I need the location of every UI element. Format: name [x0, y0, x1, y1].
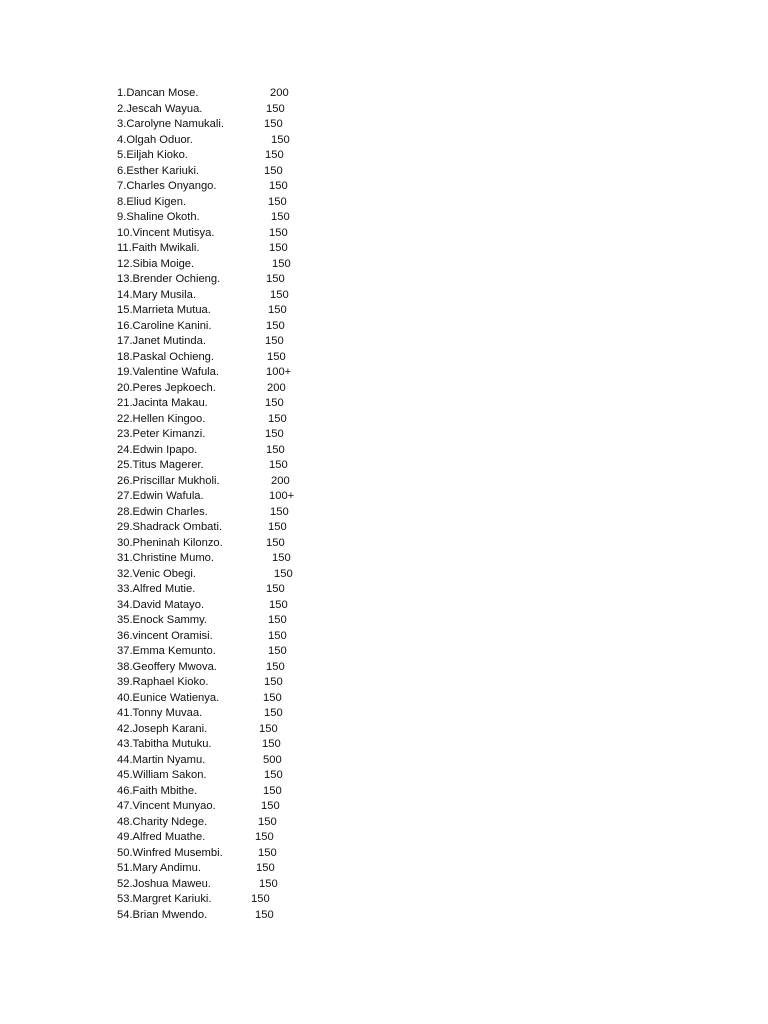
contribution-amount: 150	[268, 412, 287, 425]
contributor-name: 54.Brian Mwendo.	[117, 908, 208, 921]
contribution-amount: 150	[265, 397, 284, 409]
contribution-amount: 200	[267, 381, 286, 394]
contributor-name: 25.Titus Magerer.	[117, 459, 204, 471]
contributor-name: 17.Janet Mutinda.	[117, 335, 206, 347]
contributor-name: 38.Geoffery Mwova.	[117, 660, 217, 673]
contributor-name: 35.Enock Sammy.	[117, 614, 207, 626]
list-item	[117, 210, 417, 226]
list-item	[117, 861, 417, 877]
list-item	[117, 722, 417, 738]
list-item	[117, 768, 417, 784]
list-item	[117, 117, 417, 133]
contribution-amount: 150	[266, 273, 285, 285]
list-item	[117, 753, 417, 769]
contribution-amount: 150	[265, 335, 284, 347]
contributor-name: 45.William Sakon.	[117, 769, 207, 781]
contributor-name: 12.Sibia Moige.	[117, 257, 195, 270]
contribution-amount: 150	[264, 707, 283, 719]
contribution-amount: 150	[264, 118, 283, 130]
contributor-name: 8.Eliud Kigen.	[117, 195, 187, 208]
contribution-amount: 150	[266, 319, 285, 332]
list-item	[117, 629, 417, 645]
contribution-amount: 150	[266, 443, 285, 456]
list-item	[117, 892, 417, 908]
contributor-name: 51.Mary Andimu.	[117, 862, 201, 874]
list-item	[117, 551, 417, 567]
contribution-amount: 150	[268, 614, 287, 626]
list-item	[117, 877, 417, 893]
list-item	[117, 303, 417, 319]
contributor-name: 52.Joshua Maweu.	[117, 877, 211, 890]
list-item	[117, 598, 417, 614]
list-item	[117, 241, 417, 257]
list-item	[117, 179, 417, 195]
contributor-name: 48.Charity Ndege.	[117, 815, 208, 828]
list-item	[117, 691, 417, 707]
contributor-name: 2.Jescah Wayua.	[117, 102, 203, 115]
contribution-amount: 150	[266, 583, 285, 595]
contributor-name: 37.Emma Kemunto.	[117, 645, 216, 657]
contribution-amount: 150	[263, 691, 282, 704]
contribution-amount: 150	[255, 908, 274, 921]
list-item	[117, 582, 417, 598]
contributor-name: 18.Paskal Ochieng.	[117, 350, 215, 363]
contributor-name: 1.Dancan Mose.	[117, 87, 199, 99]
contribution-amount: 150	[265, 428, 284, 440]
contribution-amount: 150	[272, 552, 291, 564]
contribution-amount: 500	[263, 753, 282, 766]
list-item	[117, 660, 417, 676]
list-item	[117, 396, 417, 412]
contribution-amount: 150	[269, 459, 288, 471]
contribution-amount: 100+	[269, 490, 295, 502]
contribution-amount: 150	[268, 645, 287, 657]
contribution-amount: 150	[269, 226, 288, 239]
list-item	[117, 567, 417, 583]
contributor-name: 34.David Matayo.	[117, 598, 205, 611]
contribution-amount: 150	[264, 769, 283, 781]
list-item	[117, 257, 417, 273]
contribution-amount: 150	[266, 536, 285, 549]
contribution-amount: 200	[270, 87, 289, 99]
contributor-name: 7.Charles Onyango.	[117, 180, 217, 192]
contributor-name: 19.Valentine Wafula.	[117, 366, 219, 378]
contribution-amount: 150	[271, 211, 290, 223]
list-item	[117, 334, 417, 350]
contribution-amount: 150	[258, 846, 277, 859]
contributor-name: 4.Olgah Oduor.	[117, 133, 193, 146]
contributor-name: 21.Jacinta Makau.	[117, 397, 208, 409]
contributor-name: 24.Edwin Ipapo.	[117, 443, 198, 456]
list-item	[117, 489, 417, 505]
contribution-amount: 150	[268, 521, 287, 533]
list-item	[117, 644, 417, 660]
list-item	[117, 86, 417, 102]
contribution-amount: 150	[258, 815, 277, 828]
contribution-amount: 150	[256, 862, 275, 874]
contribution-amount: 150	[269, 598, 288, 611]
contributor-name: 14.Mary Musila.	[117, 288, 196, 301]
contribution-amount: 100+	[266, 366, 292, 378]
contributor-name: 39.Raphael Kioko.	[117, 676, 209, 688]
contributor-name: 15.Marrieta Mutua.	[117, 304, 211, 316]
contributor-name: 3.Carolyne Namukali.	[117, 118, 224, 130]
contribution-amount: 150	[271, 133, 290, 146]
contribution-amount: 150	[269, 180, 288, 192]
contributor-name: 28.Edwin Charles.	[117, 505, 208, 518]
contributor-name: 16.Caroline Kanini.	[117, 319, 212, 332]
list-item	[117, 784, 417, 800]
contributor-name: 42.Joseph Karani.	[117, 722, 208, 735]
contribution-amount: 150	[270, 288, 289, 301]
contributor-name: 46.Faith Mbithe.	[117, 784, 198, 797]
contributor-name: 9.Shaline Okoth.	[117, 211, 200, 223]
contributor-name: 26.Priscillar Mukholi.	[117, 474, 220, 487]
contributor-name: 22.Hellen Kingoo.	[117, 412, 206, 425]
contributor-name: 32.Venic Obegi.	[117, 567, 196, 580]
contributor-name: 50.Winfred Musembi.	[117, 846, 223, 859]
list-item	[117, 675, 417, 691]
list-item	[117, 737, 417, 753]
contributor-name: 43.Tabitha Mutuku.	[117, 738, 212, 750]
list-item	[117, 319, 417, 335]
list-item	[117, 799, 417, 815]
contribution-amount: 150	[264, 164, 283, 177]
list-item	[117, 846, 417, 862]
list-item	[117, 815, 417, 831]
contributor-name: 33.Alfred Mutie.	[117, 583, 196, 595]
contributor-name: 11.Faith Mwikali.	[117, 242, 200, 254]
list-item	[117, 536, 417, 552]
contribution-amount: 150	[272, 257, 291, 270]
contributor-name: 6.Esther Kariuki.	[117, 164, 200, 177]
contributor-name: 30.Pheninah Kilonzo.	[117, 536, 223, 549]
list-item	[117, 412, 417, 428]
contribution-amount: 150	[251, 893, 270, 905]
contribution-amount: 150	[268, 195, 287, 208]
contributor-name: 36.vincent Oramisi.	[117, 629, 213, 642]
list-item	[117, 520, 417, 536]
list-item	[117, 908, 417, 924]
list-item	[117, 102, 417, 118]
contribution-amount: 150	[268, 629, 287, 642]
list-item	[117, 350, 417, 366]
list-item	[117, 148, 417, 164]
contribution-amount: 150	[267, 350, 286, 363]
contributor-name: 47.Vincent Munyao.	[117, 800, 216, 812]
contribution-amount: 150	[261, 800, 280, 812]
contributor-name: 13.Brender Ochieng.	[117, 273, 221, 285]
contribution-amount: 150	[264, 676, 283, 688]
contribution-amount: 150	[266, 102, 285, 115]
list-item	[117, 272, 417, 288]
list-item	[117, 474, 417, 490]
list-item	[117, 458, 417, 474]
list-item	[117, 830, 417, 846]
contribution-amount: 150	[274, 567, 293, 580]
contributor-name: 53.Margret Kariuki.	[117, 893, 212, 905]
contributor-name: 20.Peres Jepkoech.	[117, 381, 216, 394]
contribution-amount: 150	[262, 738, 281, 750]
list-item	[117, 381, 417, 397]
contributor-name: 23.Peter Kimanzi.	[117, 428, 206, 440]
list-item	[117, 226, 417, 242]
list-item	[117, 365, 417, 381]
contributor-name: 29.Shadrack Ombati.	[117, 521, 223, 533]
contributor-name: 10.Vincent Mutisya.	[117, 226, 215, 239]
list-item	[117, 288, 417, 304]
list-item	[117, 706, 417, 722]
contributor-name: 27.Edwin Wafula.	[117, 490, 204, 502]
list-item	[117, 133, 417, 149]
contribution-list	[117, 86, 417, 923]
list-item	[117, 427, 417, 443]
contribution-amount: 200	[271, 474, 290, 487]
contribution-amount: 150	[259, 877, 278, 890]
list-item	[117, 443, 417, 459]
contribution-amount: 150	[263, 784, 282, 797]
contribution-amount: 150	[270, 505, 289, 518]
list-item	[117, 613, 417, 629]
contributor-name: 40.Eunice Watienya.	[117, 691, 220, 704]
list-item	[117, 195, 417, 211]
contributor-name: 49.Alfred Muathe.	[117, 831, 206, 843]
contributor-name: 5.Eiljah Kioko.	[117, 149, 188, 161]
contributor-name: 44.Martin Nyamu.	[117, 753, 206, 766]
contribution-amount: 150	[259, 722, 278, 735]
list-item	[117, 505, 417, 521]
contribution-amount: 150	[265, 149, 284, 161]
list-item	[117, 164, 417, 180]
contribution-amount: 150	[268, 304, 287, 316]
contribution-amount: 150	[255, 831, 274, 843]
contribution-amount: 150	[266, 660, 285, 673]
contributor-name: 41.Tonny Muvaa.	[117, 707, 203, 719]
contribution-amount: 150	[269, 242, 288, 254]
contributor-name: 31.Christine Mumo.	[117, 552, 214, 564]
